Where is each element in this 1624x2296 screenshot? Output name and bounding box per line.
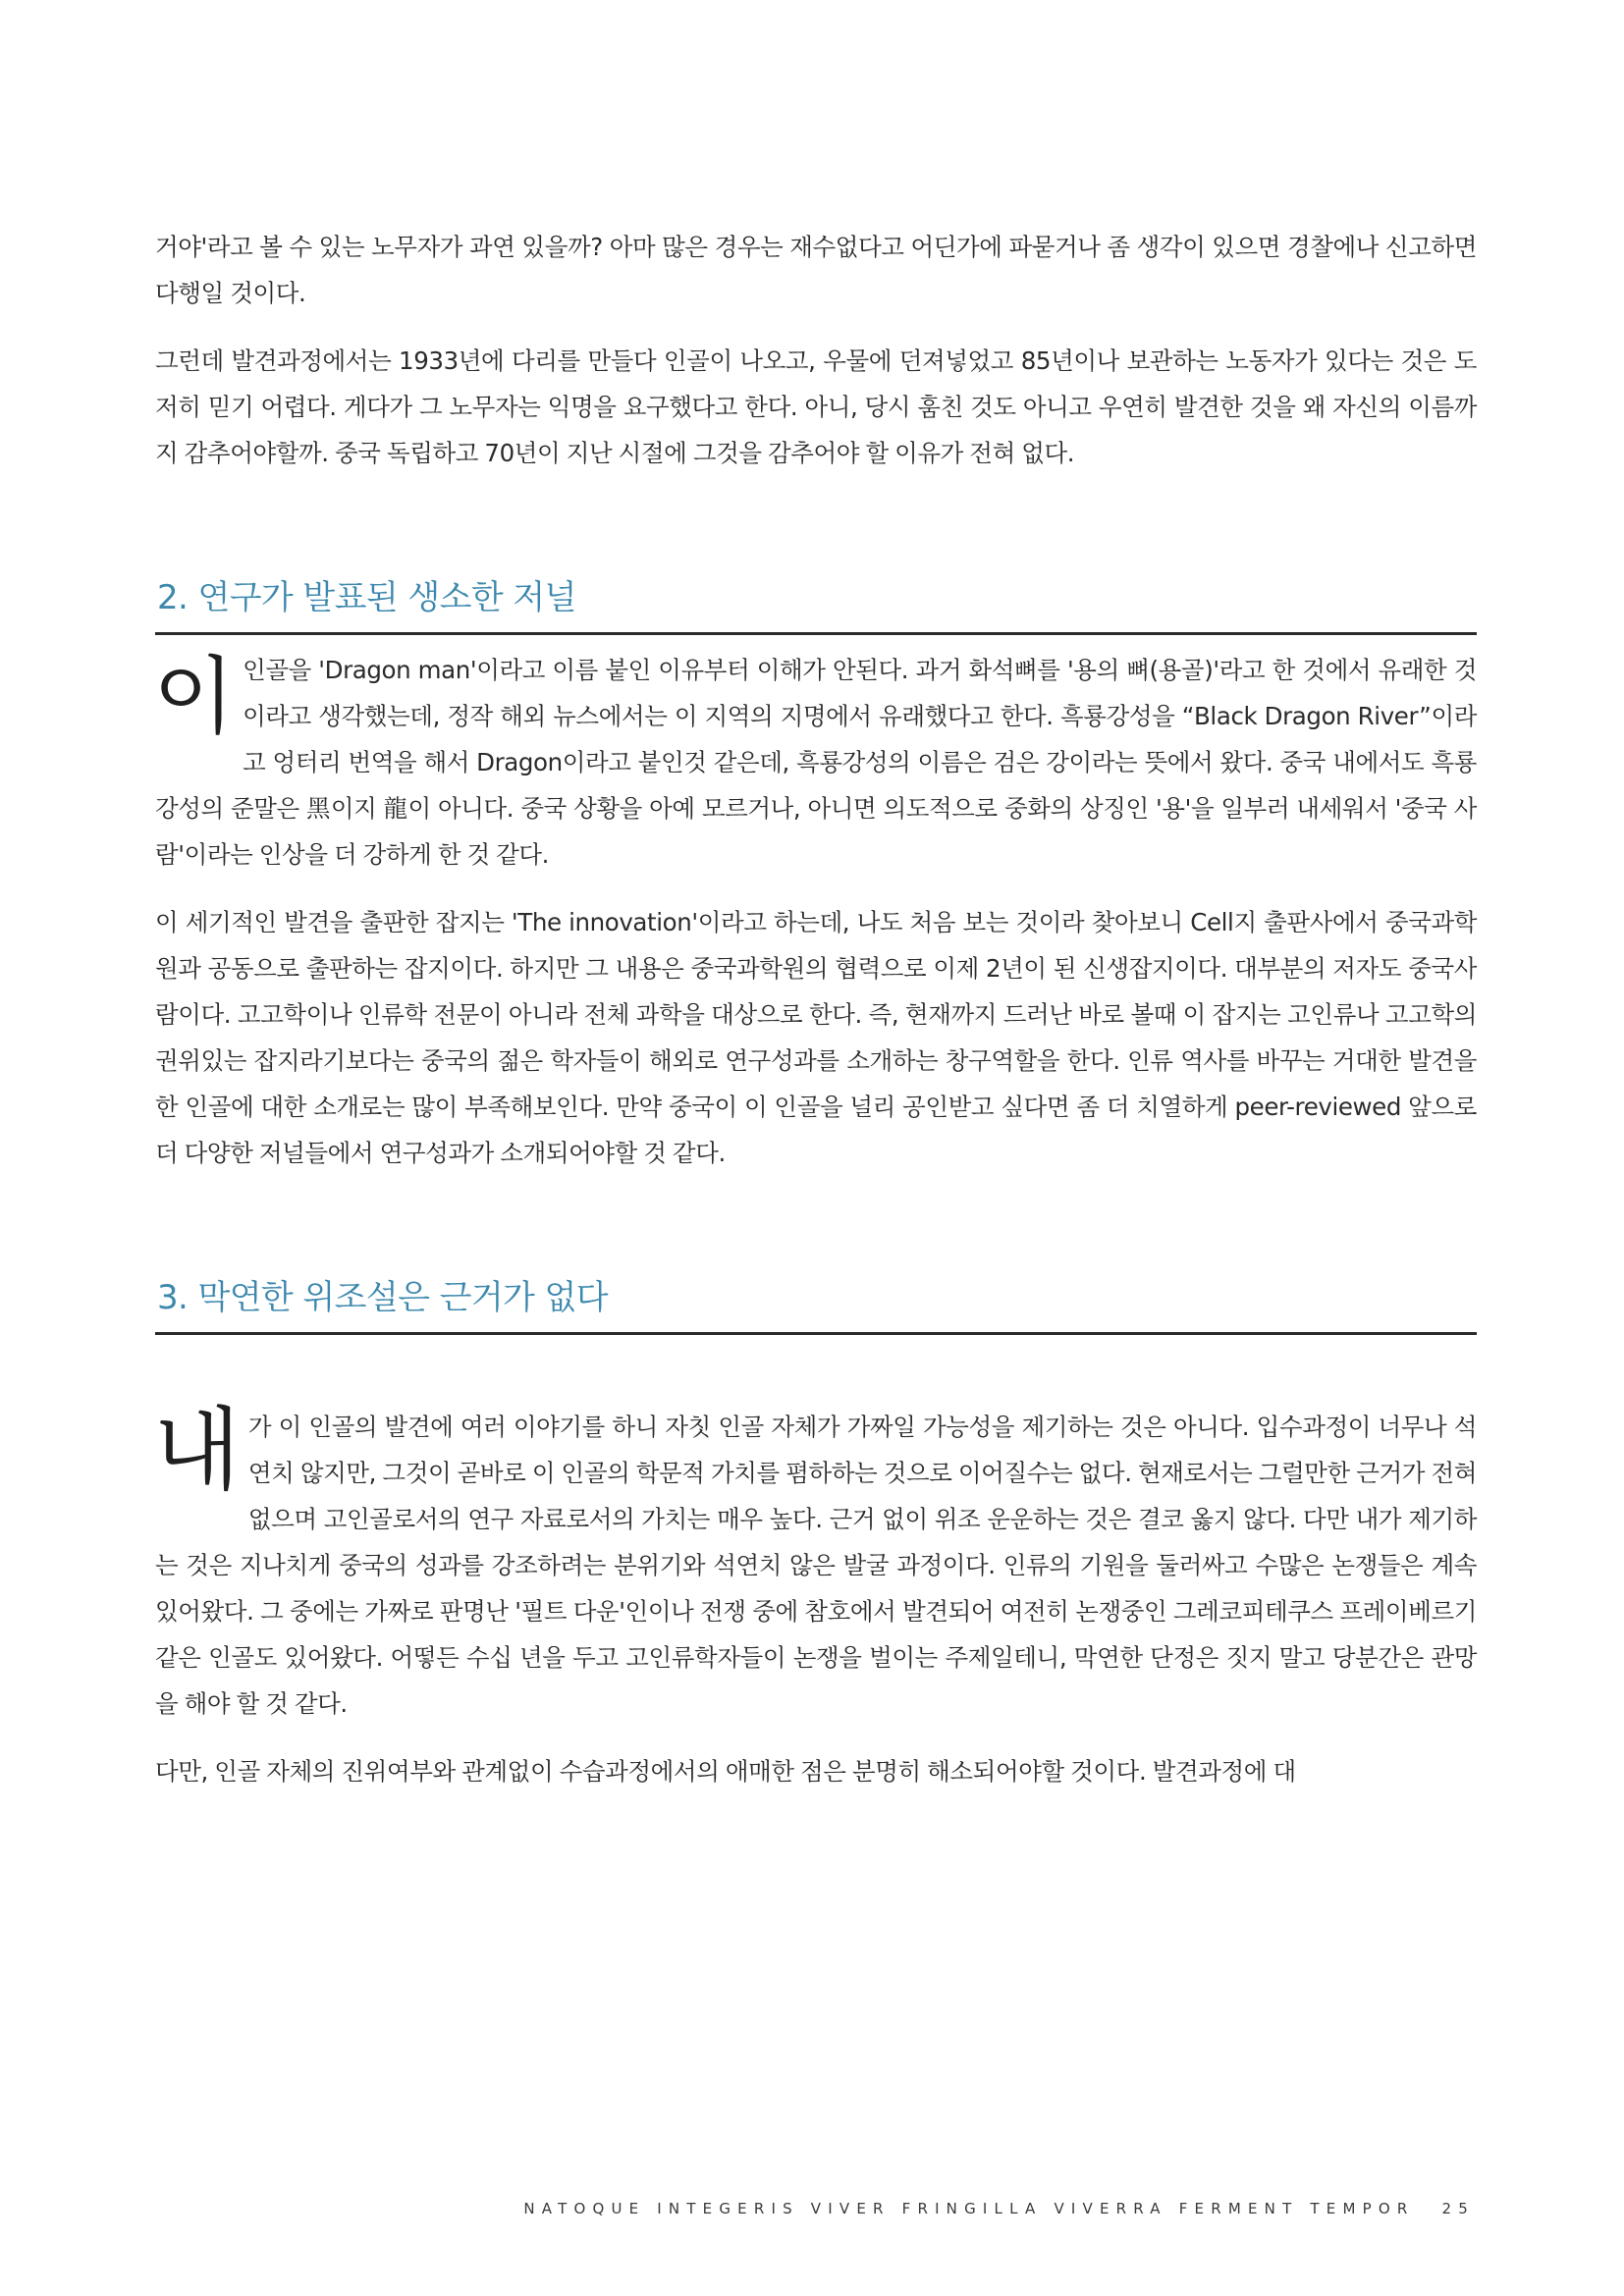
section-2-body [155, 647, 1477, 1176]
section-2-paragraph-1-text: 인골을 'Dragon man'이라고 이름 붙인 이유부터 이해가 안된다. 과거 화석뼈를 '용의 뼈(용골)'라고 한 것에서 유래한 것이라고 생각했는데, 정작 해외 뉴스에서는 이 지역의 지명에서 유래했다고 한다. 흑룡강성을 “Black Dragon River”이라고 엉터리 번역을 해서 Dragon이라고 붙인것 같은데, 흑룡강성의 이름은 검은 강이라는 뜻에서 왔다. 중국 내에서도 흑룡강성의 준말은 黑이지 龍이 아니다. 중국 상황을 아예 모르거나, 아니면 의도적으로 중화의 상징인 '용'을 일부러 내세워서 '중국 사람'이라는 인상을 더 강하게 한 것 같다. [155, 656, 1477, 869]
section-3-body [153, 1398, 1477, 1794]
section-3-paragraph-1-text: 가 이 인골의 발견에 여러 이야기를 하니 자칫 인골 자체가 가짜일 가능성을 제기하는 것은 아니다. 입수과정이 너무나 석연치 않지만, 그것이 곧바로 이 인골의 학문적 가치를 폄하하는 것으로 이어질수는 없다. 현재로서는 그럴만한 근거가 전혀 없으며 고인골로서의 연구 자료로서의 가치는 매우 높다. 근거 없이 위조 운운하는 것은 결코 옳지 않다. 다만 내가 제기하는 것은 지나치게 중국의 성과를 강조하려는 분위기와 석연치 않은 발굴 과정이다. 인류의 기원을 둘러싸고 수많은 논쟁들은 계속 있어왔다. 그 중에는 가짜로 판명난 '필트 다운'인이나 전쟁 중에 참호에서 발견되어 여전히 논쟁중인 그레코피테쿠스 프레이베르기같은 인골도 있어왔다. 어떻든 수십 년을 두고 고인류학자들이 논쟁을 벌이는 주제일테니, 막연한 단정은 짓지 말고 당분간은 관망을 해야 할 것 같다. [155, 1413, 1477, 1718]
intro-paragraph-2: 그런데 발견과정에서는 1933년에 다리를 만들다 인골이 나오고, 우물에 던져넣었고 85년이나 보관하는 노동자가 있다는 것은 도저히 믿기 어렵다. 게다가 그 노무자는 익명을 요구했다고 한다. 아니, 당시 훔친 것도 아니고 우연히 발견한 것을 왜 자신의 이름까지 감추어야할까. 중국 독립하고 70년이 지난 시절에 그것을 감추어야 할 이유가 전혀 없다. [155, 347, 1477, 467]
page-content [155, 224, 1477, 1816]
section-3-dropcap: 내 [153, 1398, 237, 1503]
section-2-paragraph-1 [155, 647, 1477, 878]
page-number: 25 [1441, 2200, 1475, 2217]
section-2-dropcap: 이 [153, 648, 232, 746]
section-2-heading: 2. 연구가 발표된 생소한 저널 [155, 570, 1477, 635]
running-title: NATOQUE INTEGERIS VIVER FRINGILLA VIVERRA FERMENT TEMPOR [523, 2200, 1415, 2217]
page-footer [523, 2200, 1475, 2217]
section-2-paragraph-2: 이 세기적인 발견을 출판한 잡지는 'The innovation'이라고 하는데, 나도 처음 보는 것이라 찾아보니 Cell지 출판사에서 중국과학원과 공동으로 출판하는 잡지이다. 하지만 그 내용은 중국과학원의 협력으로 이제 2년이 된 신생잡지이다. 대부분의 저자도 중국사람이다. 고고학이나 인류학 전문이 아니라 전체 과학을 대상으로 한다. 즉, 현재까지 드러난 바로 볼때 이 잡지는 고인류나 고고학의 권위있는 잡지라기보다는 중국의 젊은 학자들이 해외로 연구성과를 소개하는 창구역할을 한다. 인류 역사를 바꾸는 거대한 발견을 한 인골에 대한 소개로는 많이 부족해보인다. 만약 중국이 이 인골을 널리 공인받고 싶다면 좀 더 치열하게 peer-reviewed 앞으로 더 다양한 저널들에서 연구성과가 소개되어야할 것 같다. [155, 908, 1477, 1167]
intro-paragraph-1: 거야'라고 볼 수 있는 노무자가 과연 있을까? 아마 많은 경우는 재수없다고 어딘가에 파묻거나 좀 생각이 있으면 경찰에나 신고하면 다행일 것이다. [155, 233, 1477, 307]
section-3-paragraph-1 [153, 1398, 1477, 1727]
section-3-paragraph-2: 다만, 인골 자체의 진위여부와 관계없이 수습과정에서의 애매한 점은 분명히 해소되어야할 것이다. 발견과정에 대 [155, 1757, 1296, 1786]
section-3-heading: 3. 막연한 위조설은 근거가 없다 [155, 1270, 1477, 1335]
